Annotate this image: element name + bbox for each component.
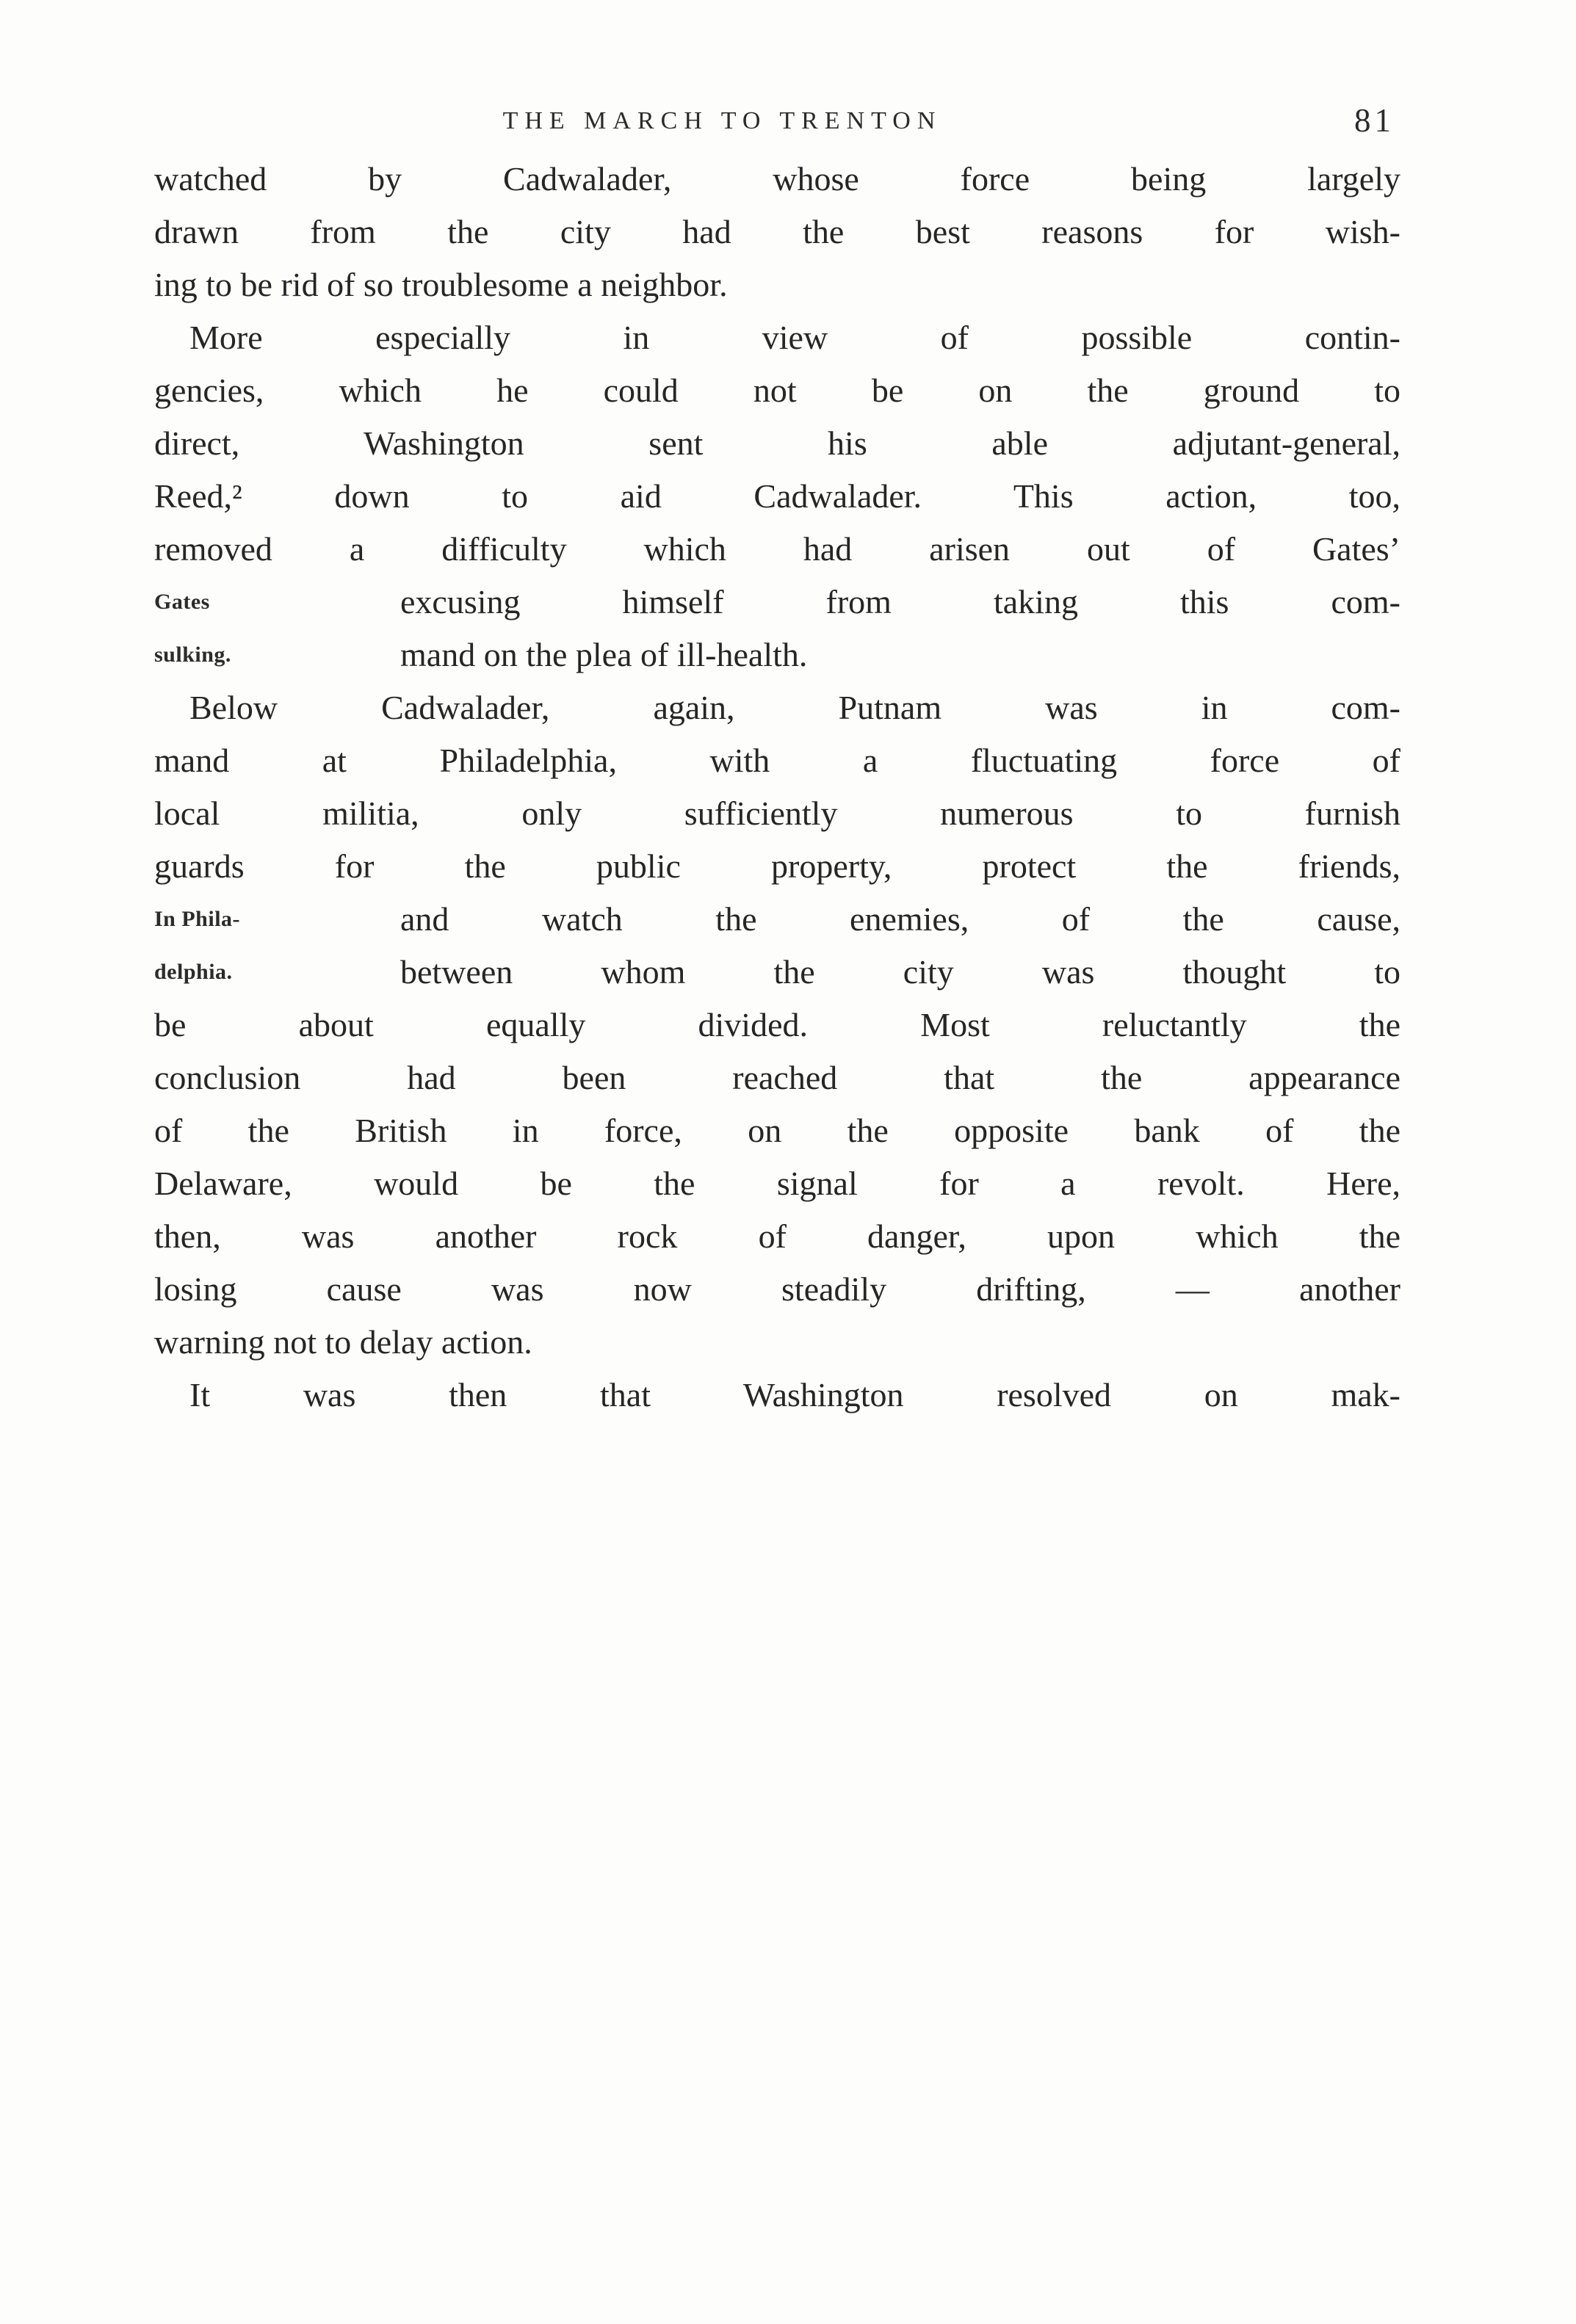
text-line: local militia, only sufficiently numerous to furnish [154, 794, 1400, 832]
text-block [154, 153, 1400, 1422]
running-title: THE MARCH TO TRENTON [502, 107, 942, 134]
text-line: losing cause was now steadily drifting, — another [154, 1270, 1400, 1308]
text-line: removed a difficulty which had arisen out of Gates’ [154, 530, 1400, 568]
text-line: ing to be rid of so troublesome a neighbor. [154, 266, 728, 303]
page-header [154, 103, 1400, 141]
margin-note: sulking. [154, 642, 231, 667]
text-line: guards for the public property, protect the friends, [154, 847, 1400, 885]
text-line: drawn from the city had the best reasons for wish- [154, 213, 1400, 250]
text-line: conclusion had been reached that the appearance [154, 1059, 1400, 1096]
text-line: Below Cadwalader, again, Putnam was in com- [189, 689, 1400, 726]
margin-note-row [154, 629, 1400, 681]
text-line: between whom the city was thought to [400, 953, 1400, 991]
text-line: warning not to delay action. [154, 1323, 532, 1361]
text-line: be about equally divided. Most reluctantly the [154, 1006, 1400, 1043]
text-line: It was then that Washington resolved on mak- [189, 1376, 1400, 1413]
text-line: Reed,² down to aid Cadwalader. This action, too, [154, 477, 1400, 515]
text-line: gencies, which he could not be on the ground to [154, 372, 1400, 409]
text-line: and watch the enemies, of the cause, [400, 900, 1400, 938]
text-line: of the British in force, on the opposite bank of the [154, 1112, 1400, 1149]
text-line: then, was another rock of danger, upon which the [154, 1217, 1400, 1255]
text-line: direct, Washington sent his able adjutant-general, [154, 424, 1400, 462]
margin-note: Gates [154, 590, 210, 614]
page-number: 81 [1354, 102, 1395, 139]
text-line: Delaware, would be the signal for a revolt. Here, [154, 1165, 1400, 1202]
margin-note-row [154, 576, 1400, 629]
text-line: More especially in view of possible contin- [189, 319, 1400, 356]
text-line: watched by Cadwalader, whose force being largely [154, 160, 1400, 198]
text-line: mand on the plea of ill-health. [400, 636, 808, 673]
margin-note: delphia. [154, 960, 233, 984]
margin-note: In Phila- [154, 907, 241, 931]
text-line: excusing himself from taking this com- [400, 583, 1400, 620]
margin-note-row [154, 946, 1400, 999]
text-line: mand at Philadelphia, with a fluctuating force of [154, 742, 1400, 779]
margin-note-row [154, 893, 1400, 946]
